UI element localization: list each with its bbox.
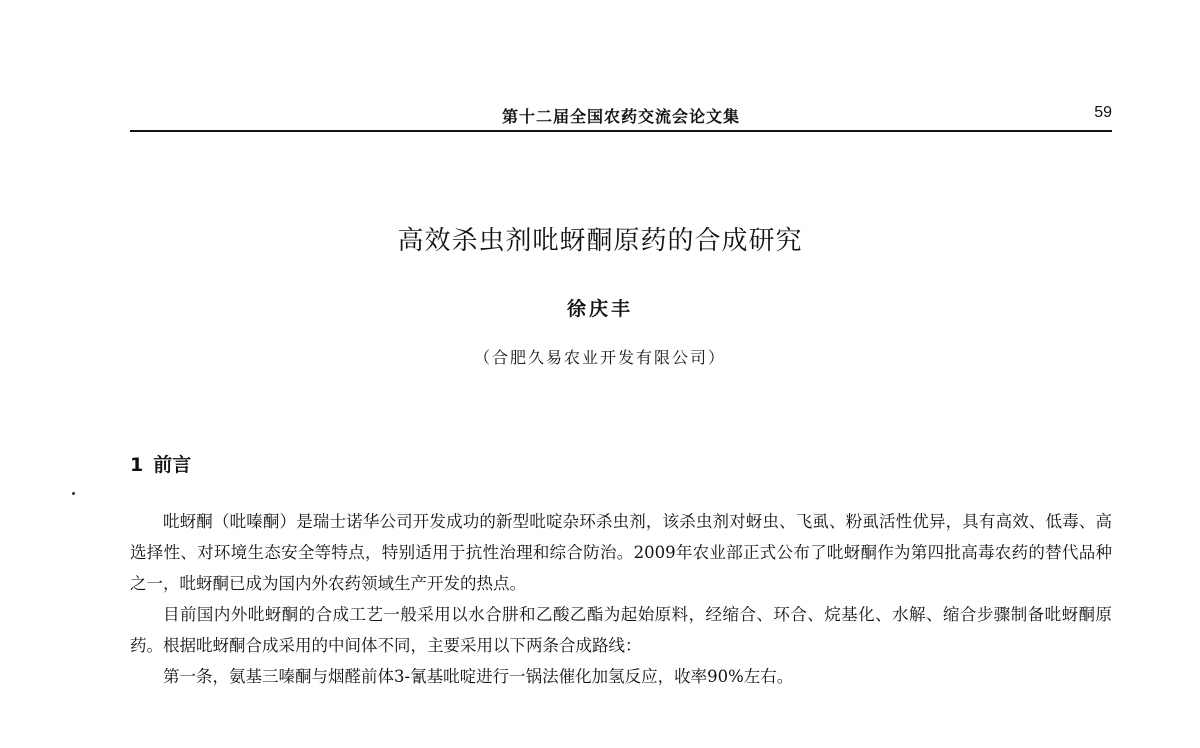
author-affiliation: （合肥久易农业开发有限公司） (473, 348, 726, 367)
scan-speck (72, 492, 75, 495)
paragraph: 吡蚜酮（吡嗪酮）是瑞士诺华公司开发成功的新型吡啶杂环杀虫剂，该杀虫剂对蚜虫、飞虱、粉虱活性优异，具有高效、低毒、高选择性、对环境生态安全等特点，特别适用于抗性治理和综合防治。2009年农业部正式公布了吡蚜酮作为第四批高毒农药的替代品种之一，吡蚜酮已成为国内外农药领域生产开发的热点。 (130, 512, 1112, 593)
body-text (130, 506, 1112, 692)
paper-title: 高效杀虫剂吡蚜酮原药的合成研究 (397, 226, 803, 256)
paragraph: 第一条，氨基三嗪酮与烟醛前体3-氰基吡啶进行一锅法催化加氢反应，收率90%左右。 (163, 667, 794, 686)
author-name: 徐庆丰 (566, 298, 633, 320)
section-title: 前言 (153, 454, 192, 476)
paragraph: 目前国内外吡蚜酮的合成工艺一般采用以水合肼和乙酸乙酯为起始原料，经缩合、环合、烷基化、水解、缩合步骤制备吡蚜酮原药。根据吡蚜酮合成采用的中间体不同，主要采用以下两条合成路线： (130, 605, 1112, 655)
section-number: 1 (130, 454, 144, 476)
running-title: 第十二届全国农药交流会论文集 (501, 107, 740, 126)
section-heading (130, 450, 191, 477)
running-header (130, 100, 1112, 132)
page-number: 59 (1094, 104, 1112, 121)
